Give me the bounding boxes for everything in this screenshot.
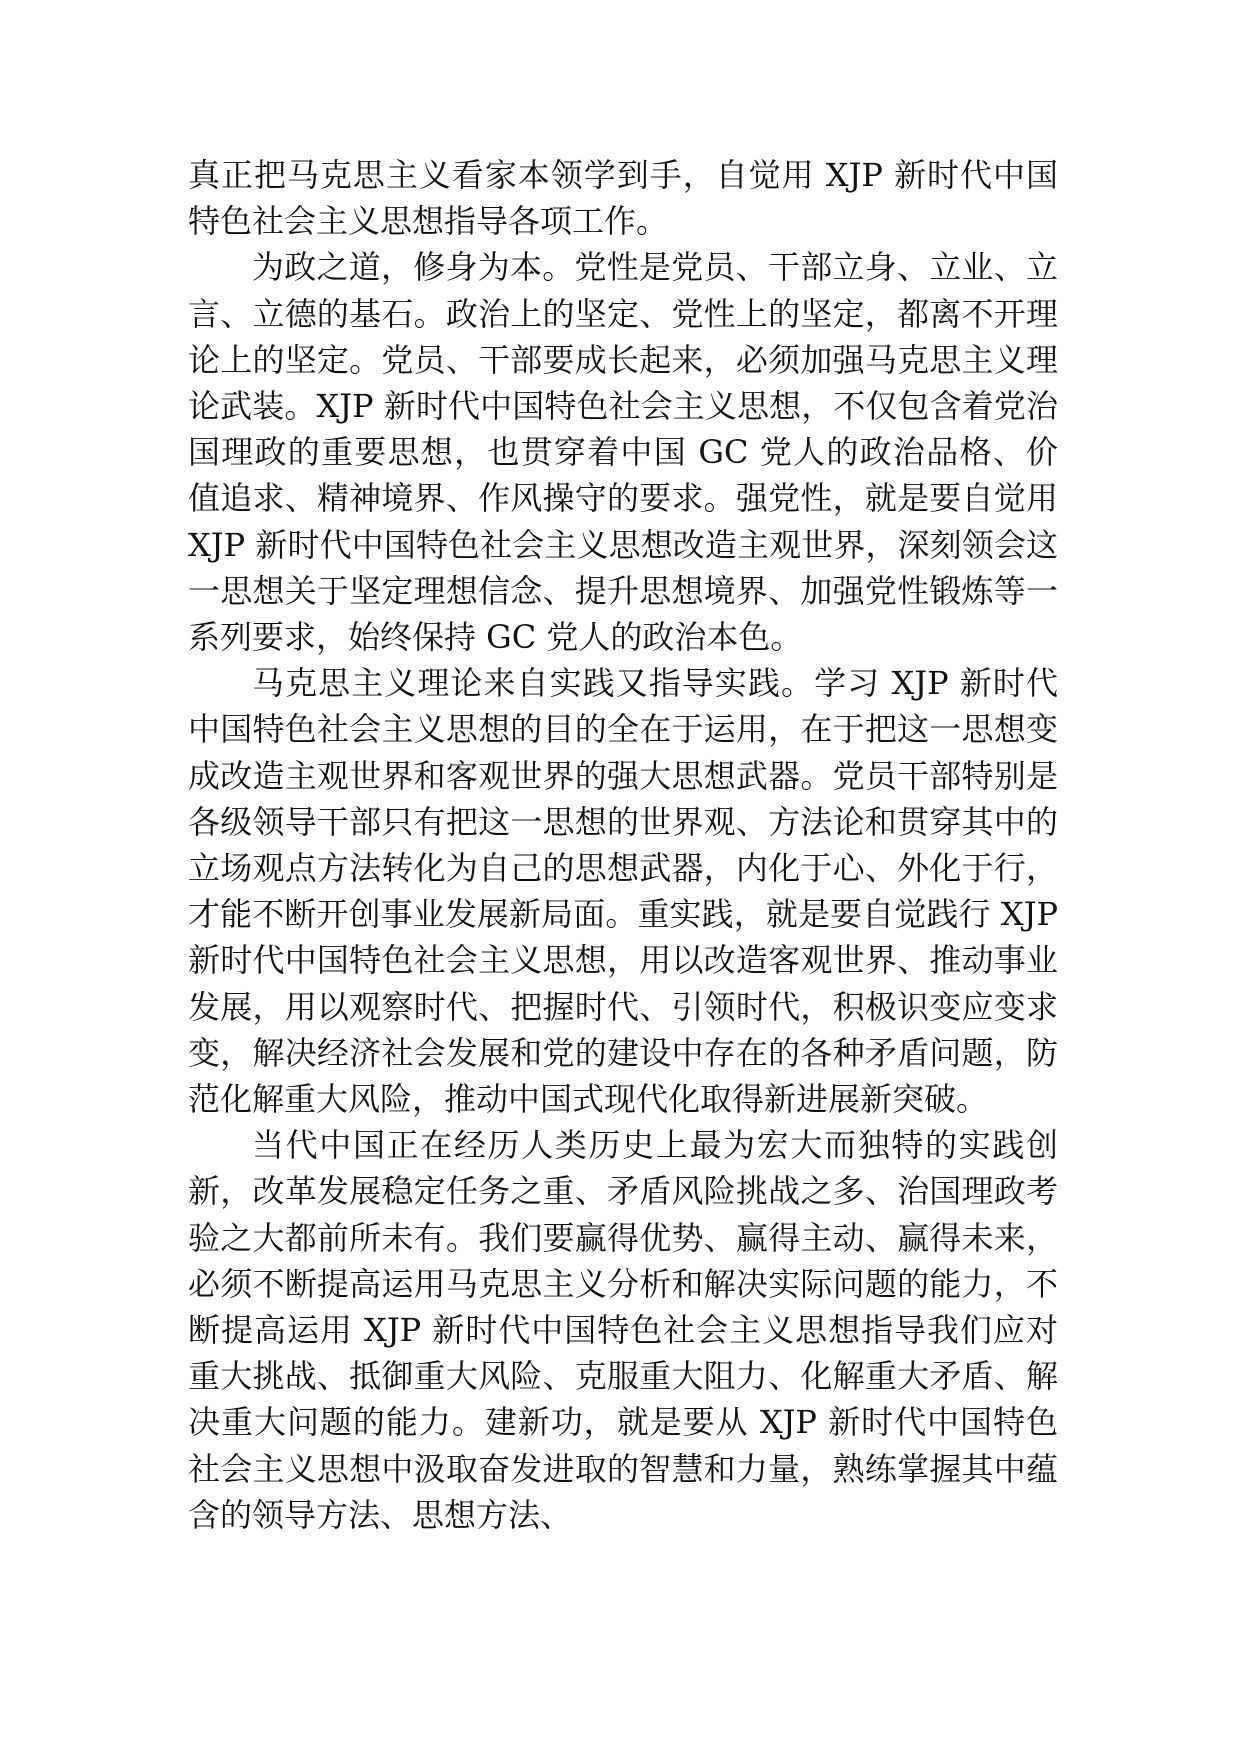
paragraph-continued: 真正把马克思主义看家本领学到手，自觉用 XJP 新时代中国特色社会主义思想指导各项工作。: [188, 156, 1058, 241]
paragraph-party-spirit: 为政之道，修身为本。党性是党员、干部立身、立业、立言、立德的基石。政治上的坚定、党性上的坚定，都离不开理论上的坚定。党员、干部要成长起来，必须加强马克思主义理论武装。XJP 新时代中国特色社会主义思想，不仅包含着党治国理政的重要思想，也贯穿着中国 GC 党人的政治品格、价值追求、精神境界、作风操守的要求。强党性，就是要自觉用 XJP 新时代中国特色社会主义思想改造主观世界，深刻领会这一思想关于坚定理想信念、提升思想境界、加强党性锻炼等一系列要求，始终保持 GC 党人的政治本色。: [188, 248, 1058, 657]
document-body: [188, 152, 1058, 1538]
paragraph-new-achievements: 当代中国正在经历人类历史上最为宏大而独特的实践创新，改革发展稳定任务之重、矛盾风险挑战之多、治国理政考验之大都前所未有。我们要赢得优势、赢得主动、赢得未来，必须不断提高运用马克思主义分析和解决实际问题的能力，不断提高运用 XJP 新时代中国特色社会主义思想指导我们应对重大挑战、抵御重大风险、克服重大阻力、化解重大矛盾、解决重大问题的能力。建新功，就是要从 XJP 新时代中国特色社会主义思想中汲取奋发进取的智慧和力量，熟练掌握其中蕴含的领导方法、思想方法、: [188, 1126, 1058, 1534]
paragraph-practice: 马克思主义理论来自实践又指导实践。学习 XJP 新时代中国特色社会主义思想的目的全在于运用，在于把这一思想变成改造主观世界和客观世界的强大思想武器。党员干部特别是各级领导干部只有把这一思想的世界观、方法论和贯穿其中的立场观点方法转化为自己的思想武器，内化于心、外化于行，才能不断开创事业发展新局面。重实践，就是要自觉践行 XJP 新时代中国特色社会主义思想，用以改造客观世界、推动事业发展，用以观察时代、把握时代、引领时代，积极识变应变求变，解决经济社会发展和党的建设中存在的各种矛盾问题，防范化解重大风险，推动中国式现代化取得新进展新突破。: [188, 664, 1058, 1119]
